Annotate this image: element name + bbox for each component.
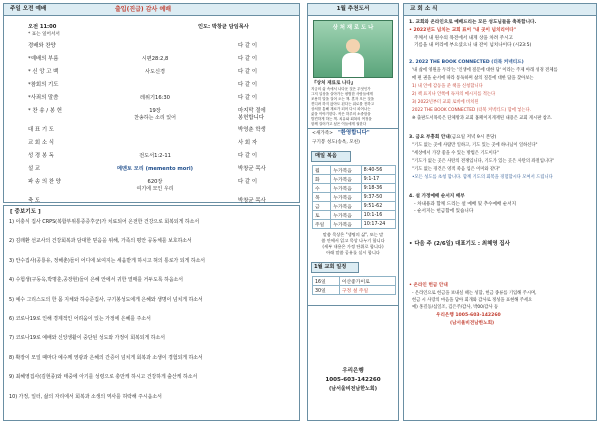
events-title: 1월 교회 일정 — [314, 264, 347, 270]
divider — [307, 305, 399, 306]
online-line-3: 예) 홍길동/십일조, 김은주/감사, 박00/감사 등 — [412, 305, 499, 310]
schedule-title: 매일 복음 — [315, 153, 337, 159]
visitor-name: 구기봉 성도(송옥, 모친) — [312, 140, 360, 145]
news-3-sub: (금요일 저녁 9시 본당) — [450, 135, 497, 140]
schedule-cell: 8:40-56 — [361, 166, 395, 175]
prayer-title: [ 중보기도 ] — [10, 209, 41, 215]
news-3-line: •모든 성도를 초청 합니다. 함께 기도의 회복을 경험합시다 모여서 드립니다 — [412, 175, 553, 180]
prayer-item: 2) 김래환 선교사의 건강회복과 담대한 믿음을 위해, 가족의 평안 공동체를 보호하소서 — [9, 238, 192, 245]
schedule-cell: 10:1-16 — [361, 211, 395, 220]
news-2-line: 2) 책 표지나 안쪽에 독자의 메시지를 적는다 — [412, 92, 496, 97]
schedule-cell: 월 — [313, 166, 331, 175]
service-leader: 인도: 박창균 담임목사 — [198, 24, 249, 30]
welcome-quote: "환영합니다" — [338, 130, 370, 136]
schedule-cell: 목 — [313, 193, 331, 202]
news-3-line: "기도가 없는 곳은 사탄의 전쟁입니다, 기도가 있는 곳은 사탄의 좌절입니다" — [412, 159, 555, 164]
online-line-1: - 온라인으로 헌금을 보내실 때는 성함, 헌금 종류를 기입해 주시며, — [412, 291, 537, 296]
order-leader: 박창균 목사 — [238, 198, 266, 204]
prayer-item: 6) 코로나19로 인해 경제적인 어려움이 있는 가정에 은혜를 주소서 — [9, 316, 151, 322]
news-1-title: 1. 교회와 온라인으로 예배드리는 모든 성도님들을 축복합니다. — [409, 20, 537, 25]
prayer-item: 7) 코로나19로 예배와 신앙생활이 중단된 성도와 가정이 회복되게 하소서 — [9, 335, 165, 342]
news-4-title: 4. 설 가정예배 순서지 배부 — [409, 194, 465, 199]
news-header-title: 교 회 소 식 — [410, 6, 438, 12]
event-cell: 16일 — [313, 277, 340, 286]
event-cell: 구정 설 주일 — [339, 286, 395, 295]
book-desc-line: 지금의 삶 속에서 나다운 것은 무엇인가 — [311, 87, 371, 91]
prayer-item: 4) 수험생(구동옥,박명훈,공장현)들이 은혜 안에서 귀한 열매를 거두도록 하옵소서 — [9, 277, 184, 284]
order-leader: 봉헌합니다 — [238, 115, 265, 121]
book-header-title: 1월 추천도서 — [336, 6, 370, 12]
news-3-title: 3. 금요 부흥회 안내 — [409, 135, 450, 140]
schedule-cell: 누가복음 — [331, 211, 361, 220]
news-1-line-1: 주께서 내 원수의 목전에서 내게 상을 차려 주시고 — [414, 36, 513, 41]
prayer-item: 3) 안수집사(공룡유, 정해춘)들이 어디에 보여지는 세움받게 하시고 혀의 통로가 되게 하소서 — [9, 257, 206, 264]
schedule-cell: 누가복음 — [331, 166, 361, 175]
order-label: 교 회 소 식 — [28, 140, 54, 146]
order-label: 경배와 찬양 — [28, 43, 56, 49]
prayer-item: 10) 가정, 일터, 삶의 자리에서 회복과 소생의 역사를 허락해 주시옵소서 — [9, 393, 162, 400]
schedule-cell: 주일 — [313, 220, 331, 229]
schedule-cell: 수 — [313, 184, 331, 193]
prayer-item: 1) 이충식 집사 CRPS(복합부위통증증후군)가 치료되어 온전한 건강으로 회복되게 하소서 — [9, 219, 200, 225]
schedule-cell: 토 — [313, 211, 331, 220]
order-label: * 찬 송 / 봉 헌 — [28, 108, 62, 114]
event-row — [313, 286, 396, 295]
order-label: *사죄의 말씀 — [28, 95, 59, 101]
order-label: 설 교 — [28, 166, 41, 172]
order-content: 레위기16:30 — [140, 95, 170, 101]
news-4-line-1: - 차내용과 함께 드리는 설 예배 및 추수예배 순서지 — [414, 202, 517, 207]
bank-name: 우리은행 — [342, 368, 364, 374]
online-holder: (남서울비전남한노회) — [450, 321, 495, 326]
order-content: 620장 — [147, 179, 163, 185]
worship-header-title: 출입(진급) 감사 예배 — [115, 6, 172, 13]
order-label: *참회의 기도 — [28, 82, 59, 88]
order-content: 시편28:2,8 — [141, 56, 169, 62]
service-time: 오전 11:00 — [28, 24, 57, 30]
order-leader: 다 같 이 — [238, 153, 258, 159]
order-leader: 박영춘 학생 — [238, 127, 266, 133]
book-desc-line: 발견하게 하는 책. 치유와 회복의 여정을 — [311, 117, 372, 121]
order-content: 사도신경 — [144, 69, 166, 75]
book-cover-title: 상 처 재 로 도 나 — [332, 25, 374, 31]
standing-note: * 표는 일어서서 — [28, 32, 60, 37]
book-desc-line: 상처를 통해 재료가 되어 다시 피어나는 — [311, 107, 371, 111]
book-desc-line: 조용히 말을 걸어 오는 책. 혼자 모든 것을 — [311, 97, 374, 101]
news-3-line: "기도 없는 경건은 영적 죽음 입은 이미와 같다" — [412, 167, 501, 172]
schedule-row — [313, 166, 396, 175]
order-leader: 다 같 이 — [238, 179, 258, 185]
order-content: 전도서1:2-11 — [139, 153, 171, 159]
event-cell: 30일 — [313, 286, 340, 295]
worship-header-prefix: 주일 오전 예배 — [10, 6, 47, 12]
news-1-sub: • 2022년도 넘치는 교회 표어 "내 곳이 넘치리이다" — [409, 28, 517, 33]
order-content: 19장 — [149, 108, 161, 114]
schedule-note-3: (세부 내용은 가정 단위로 합니다) — [322, 244, 384, 249]
order-content: 메멘토 모리 (memento mori) — [116, 166, 194, 172]
news-2-line: 3) 2022년부터 교회 로비에 비치된 — [412, 100, 479, 105]
schedule-cell: 10:17-24 — [361, 220, 395, 229]
order-leader: 다 같 이 — [238, 69, 258, 75]
news-3-line: "기도 없는 곳에 사람만 일하고, 기도 있는 곳에 하나님이 일하신다" — [412, 143, 538, 148]
order-leader: 사 회 자 — [238, 140, 258, 146]
order-leader: 다 같 이 — [238, 82, 258, 88]
order-content: 여기에 모인 우리 — [136, 186, 174, 192]
divider — [307, 128, 399, 129]
order-label: 성 경 봉 독 — [28, 153, 54, 159]
schedule-cell: 금 — [313, 202, 331, 211]
bank-holder: (남서울비전남한노회) — [328, 386, 378, 392]
daily-bible-table — [312, 165, 396, 229]
schedule-cell: 9:51-62 — [361, 202, 395, 211]
event-cell: 이산좋가이로 — [339, 277, 395, 286]
news-2-line: ※ 출판도서목록은 단체방과 교회 홈페이지게재된 내용은 교회 게시판 참조. — [412, 116, 553, 121]
order-leader: 박창균 목사 — [238, 166, 266, 172]
news-2-line: 2022 THE BOOK CONNECTED (더북 커넥티드) 함에 넣는다. — [412, 108, 532, 113]
schedule-note-4: 아래 말씀 공유를 실시 합니다 — [326, 250, 380, 255]
schedule-note-2: 씀 안에서 읽고 묵상 나누기 합니다 — [321, 238, 385, 243]
schedule-cell: 누가복음 — [331, 175, 361, 184]
schedule-cell: 9:37-50 — [361, 193, 395, 202]
book-desc-line: 그저 일상을 살아가는 평범한 사람들에게 — [311, 92, 373, 96]
book-cover — [313, 20, 393, 78]
order-label: 대 표 기 도 — [28, 127, 54, 133]
new-family-tag: <새가족> — [312, 131, 334, 136]
book-desc-line: 견디려 하지 않아도 된다는 위로를 전하고 — [311, 102, 375, 106]
schedule-row — [313, 202, 396, 211]
news-3-line: "세상에서 가장 좋을 수 있는 방법은 기도이다" — [412, 151, 499, 156]
news-2-line: 매 편 권을 순서에 따라 통독하며 삶의 질문에 대한 답을 찾아보는 — [412, 76, 534, 81]
schedule-note-1: 말씀 묵상은 "생명의 삶", 또는 말 — [322, 232, 384, 237]
book-desc-line: 함께 걸어가고 싶은 이들에게 권한다 — [311, 122, 367, 126]
schedule-cell: 누가복음 — [331, 220, 361, 229]
order-leader: 마지막 절에 — [238, 108, 266, 114]
news-1-line-2: 기름을 내 머리에 부으셨으니 내 잔이 넘치나이다 (시23:5) — [414, 43, 532, 48]
schedule-cell: 누가복음 — [331, 193, 361, 202]
news-4-line-2: - 순서지는 헌금함에 있습니다 — [414, 209, 474, 214]
online-line-2: 헌금 시 사랑의 마음을 담아 회개와 감사로 정성을 표현해 주세요 — [412, 298, 533, 303]
online-offering-title: • 온라인 헌금 안내 — [409, 283, 448, 288]
online-account: 우리은행 1005-603-142260 — [436, 313, 501, 318]
event-row — [313, 277, 396, 286]
book-cover-body-icon — [342, 53, 364, 77]
schedule-row — [313, 175, 396, 184]
schedule-row — [313, 220, 396, 229]
news-2-line: 1) 내 안에 감동을 준 책을 신청합니다 — [412, 84, 483, 89]
schedule-cell: 누가복음 — [331, 202, 361, 211]
schedule-cell: 누가복음 — [331, 184, 361, 193]
order-leader: 다 같 이 — [238, 43, 258, 49]
schedule-cell: 9:1-17 — [361, 175, 395, 184]
order-leader: 다 같 이 — [238, 95, 258, 101]
schedule-cell: 9:18-36 — [361, 184, 395, 193]
bank-account: 1005-603-142260 — [325, 377, 381, 383]
news-2-title: 2. 2022 THE BOOK CONNECTED (더북 커넥티드) — [409, 60, 524, 65]
book-cover-figure-icon — [346, 39, 360, 53]
order-label: 축 도 — [28, 198, 41, 204]
events-table — [312, 276, 396, 295]
book-caption: 『상처 재료로 나다』 — [312, 81, 356, 86]
order-leader: 다 같 이 — [238, 56, 258, 62]
prayer-item: 8) 확장이 모일 때마다 예수께 영광과 은혜의 간증이 넘치게 회복과 소생이 경험되게 하소서 — [9, 354, 203, 361]
prayer-item: 5) 예수 그리스도의 한 몸 지체와 하승준집사, 구기봉성도에게 은혜와 생명이 넘치게 하소서 — [9, 296, 203, 303]
order-label: *예배의 부름 — [28, 56, 59, 62]
order-label: 파 송 의 찬 양 — [28, 179, 61, 185]
schedule-row — [313, 211, 396, 220]
schedule-cell: 화 — [313, 175, 331, 184]
news-2-line: '내 삶에 영원을 두라'는 '인생에 질문에 대한 답' 이라는 주제 아래 성경 전체를 — [412, 68, 558, 73]
schedule-row — [313, 184, 396, 193]
book-desc-line: 삶을 이야기한다. 작은 하루의 소중함을 — [311, 112, 371, 116]
order-label: * 신 앙 고 백 — [28, 69, 59, 75]
schedule-row — [313, 193, 396, 202]
order-content: 찬송하는 소리 있어 — [134, 115, 176, 121]
prayer-item: 9) 최혜영집사(김현종)와 태중에 아기를 성령으로 충만케 하시고 건강하게 출산케 하소서 — [9, 374, 198, 381]
next-week-prayer: • 다음 주 (2/6일) 대표기도 : 최혜영 집사 — [409, 241, 510, 247]
